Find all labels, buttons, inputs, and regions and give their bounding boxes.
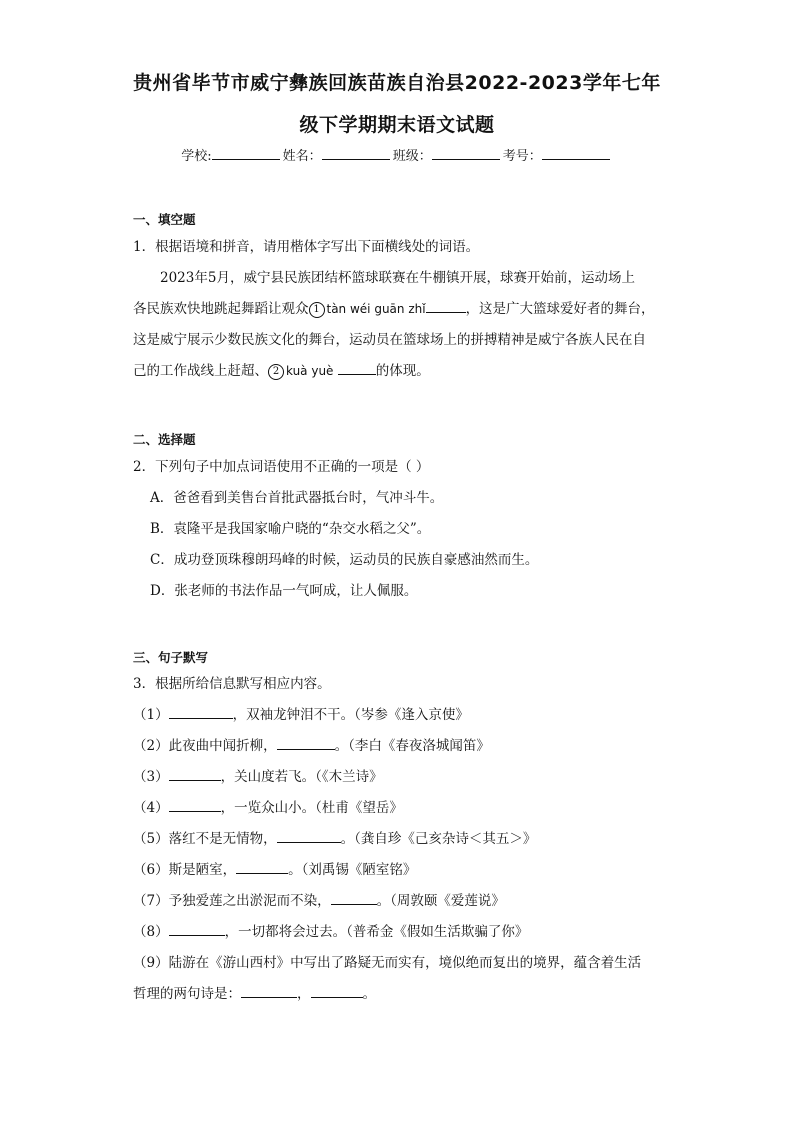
dictation-item-4: （4） ，一览众山小。（杜甫《望岳》 [133, 800, 403, 816]
option-a: A．爸爸看到美售台首批武器抵台时，气冲斗牛。 [150, 490, 444, 506]
section-heading-choice: 二、选择题 [133, 432, 196, 447]
section-heading-fill: 一、填空题 [133, 212, 196, 227]
option-b: B．袁隆平是我国家喻户晓的“杂交水稻之父”。 [150, 521, 431, 537]
q1-passage-line4: 己的工作战线上赶超、 2 kuà yuè 的体现。 [133, 363, 430, 379]
student-info-line [0, 145, 794, 164]
option-d: D．张老师的书法作品一气呵成，让人佩服。 [150, 583, 418, 599]
dictation-item-3: （3） ，关山度若飞。（《木兰诗》 [133, 769, 383, 785]
id-blank [542, 147, 610, 160]
dictation-item-9-line2: 哲理的两句诗是： ， 。 [133, 986, 376, 1002]
dictation-blank-1[interactable] [169, 706, 233, 719]
name-label: 姓名： [282, 149, 322, 164]
answer-blank-2[interactable] [338, 362, 376, 375]
dictation-blank-3[interactable] [169, 768, 221, 781]
page-title-line2: 级下学期期末语文试题 [299, 114, 495, 136]
option-c: C．成功登顶珠穆朗玛峰的时候，运动员的民族自豪感油然而生。 [150, 552, 539, 568]
dictation-item-8: （8） ，一切都将会过去。（普希金《假如生活欺骗了你》 [133, 924, 529, 940]
dictation-blank-4[interactable] [169, 799, 221, 812]
dictation-blank-7[interactable] [331, 892, 377, 905]
dictation-blank-8[interactable] [169, 923, 225, 936]
pinyin-2: kuà yuè [286, 364, 334, 378]
dictation-item-9-line1: （9）陆游在《游山西村》中写出了路疑无而实有，境似绝而复出的境界，蕴含着生活 [133, 955, 642, 971]
school-blank [212, 147, 280, 160]
answer-blank-1[interactable] [426, 300, 466, 313]
dictation-blank-9a[interactable] [241, 985, 297, 998]
dictation-item-2: （2）此夜曲中闻折柳， 。（李白《春夜洛城闻笛》 [133, 738, 490, 754]
q1-passage-line1: 2023年5月，威宁县民族团结杯篮球联赛在牛棚镇开展，球赛开始前，运动场上 [160, 270, 635, 286]
question-1-stem: 1．根据语境和拼音，请用楷体字写出下面横线处的词语。 [133, 239, 480, 255]
dictation-blank-5[interactable] [277, 830, 341, 843]
school-label: 学校: [181, 149, 212, 164]
name-blank [322, 147, 390, 160]
class-blank [432, 147, 500, 160]
question-2-stem: 2．下列句子中加点词语使用不正确的一项是（ ） [133, 459, 430, 475]
dictation-item-6: （6）斯是陋室， 。（刘禹锡《陋室铭》 [133, 862, 417, 878]
dictation-item-1: （1） ，双袖龙钟泪不干。（岑参《逢入京使》 [133, 707, 469, 723]
q1-passage-line2: 各民族欢快地跳起舞蹈让观众 1 tàn wéi guān zhǐ ，这是广大篮球爱好者的舞台， [133, 301, 655, 317]
class-label: 班级： [392, 149, 432, 164]
dictation-blank-9b[interactable] [311, 985, 363, 998]
dictation-blank-6[interactable] [236, 861, 288, 874]
dictation-item-7: （7）予独爱莲之出淤泥而不染， 。（周敦颐《爱莲说》 [133, 893, 505, 909]
circled-number-2: 2 [268, 364, 284, 380]
dictation-item-5: （5）落红不是无情物， 。（龚自珍《己亥杂诗＜其五＞》 [133, 831, 537, 847]
question-3-stem: 3．根据所给信息默写相应内容。 [133, 676, 331, 692]
page-title-line1: 贵州省毕节市威宁彝族回族苗族自治县2022-2023学年七年 [133, 72, 661, 94]
dictation-blank-2[interactable] [277, 737, 335, 750]
pinyin-1: tàn wéi guān zhǐ [326, 302, 426, 316]
circled-number-1: 1 [309, 302, 325, 318]
id-label: 考号： [502, 149, 542, 164]
section-heading-dictation: 三、句子默写 [133, 650, 209, 665]
q1-passage-line3: 这是威宁展示少数民族文化的舞台，运动员在篮球场上的拼搏精神是威宁各族人民在自 [133, 332, 646, 348]
